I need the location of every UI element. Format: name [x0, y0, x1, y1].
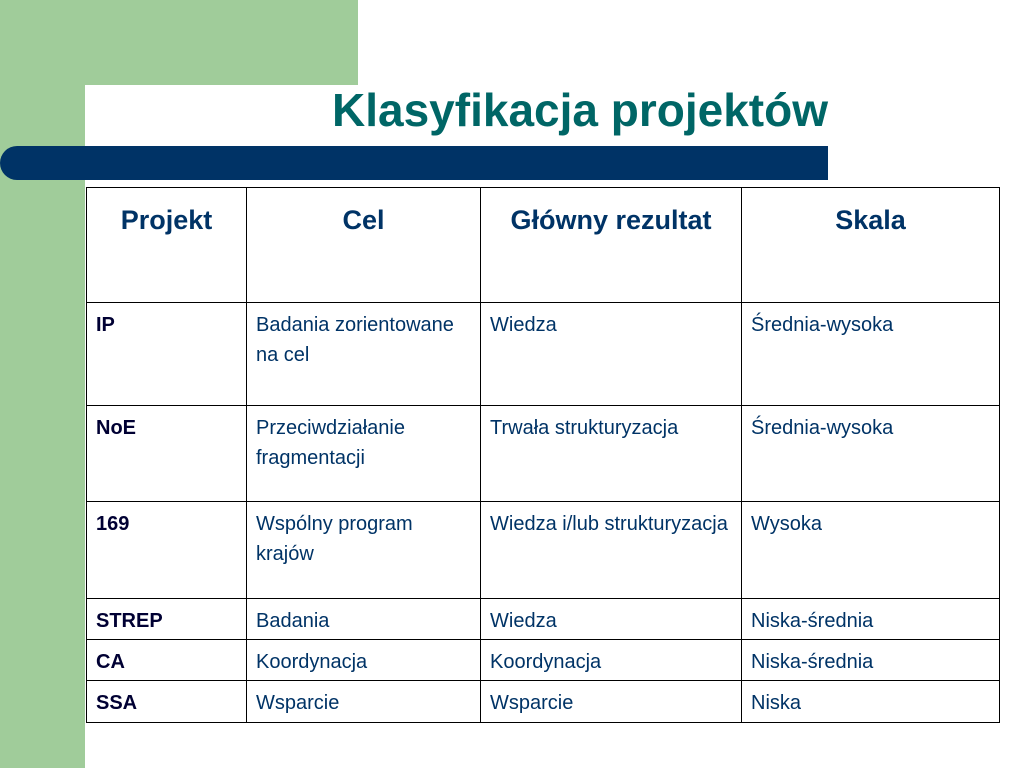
cell-cel: Badania [247, 599, 481, 640]
header-cel: Cel [247, 188, 481, 303]
sidebar-green-bar [0, 0, 85, 768]
table-row [87, 599, 1000, 640]
cell-cel: Przeciwdziałanie fragmentacji [247, 406, 481, 502]
cell-projekt: 169 [87, 502, 247, 599]
title-underline-band [0, 146, 828, 180]
table-row [87, 303, 1000, 406]
cell-projekt: IP [87, 303, 247, 406]
cell-projekt: SSA [87, 681, 247, 723]
cell-cel: Wspólny program krajów [247, 502, 481, 599]
slide-title: Klasyfikacja projektów [332, 84, 828, 136]
cell-rezultat: Wsparcie [481, 681, 742, 723]
classification-table [86, 187, 1000, 723]
cell-projekt: STREP [87, 599, 247, 640]
cell-skala: Wysoka [742, 502, 1000, 599]
header-glowny-rezultat: Główny rezultat [481, 188, 742, 303]
cell-projekt: NoE [87, 406, 247, 502]
cell-rezultat: Wiedza [481, 303, 742, 406]
cell-projekt: CA [87, 640, 247, 681]
cell-rezultat: Koordynacja [481, 640, 742, 681]
table-row [87, 406, 1000, 502]
table-header-row [87, 188, 1000, 303]
cell-cel: Badania zorientowane na cel [247, 303, 481, 406]
top-green-block [0, 0, 358, 85]
cell-skala: Niska-średnia [742, 599, 1000, 640]
cell-rezultat: Trwała strukturyzacja [481, 406, 742, 502]
cell-skala: Średnia-wysoka [742, 303, 1000, 406]
cell-cel: Koordynacja [247, 640, 481, 681]
table-row [87, 502, 1000, 599]
cell-rezultat: Wiedza [481, 599, 742, 640]
header-projekt: Projekt [87, 188, 247, 303]
cell-skala: Niska-średnia [742, 640, 1000, 681]
cell-rezultat: Wiedza i/lub strukturyzacja [481, 502, 742, 599]
table-row [87, 640, 1000, 681]
cell-cel: Wsparcie [247, 681, 481, 723]
header-skala: Skala [742, 188, 1000, 303]
cell-skala: Niska [742, 681, 1000, 723]
cell-skala: Średnia-wysoka [742, 406, 1000, 502]
table-row [87, 681, 1000, 723]
